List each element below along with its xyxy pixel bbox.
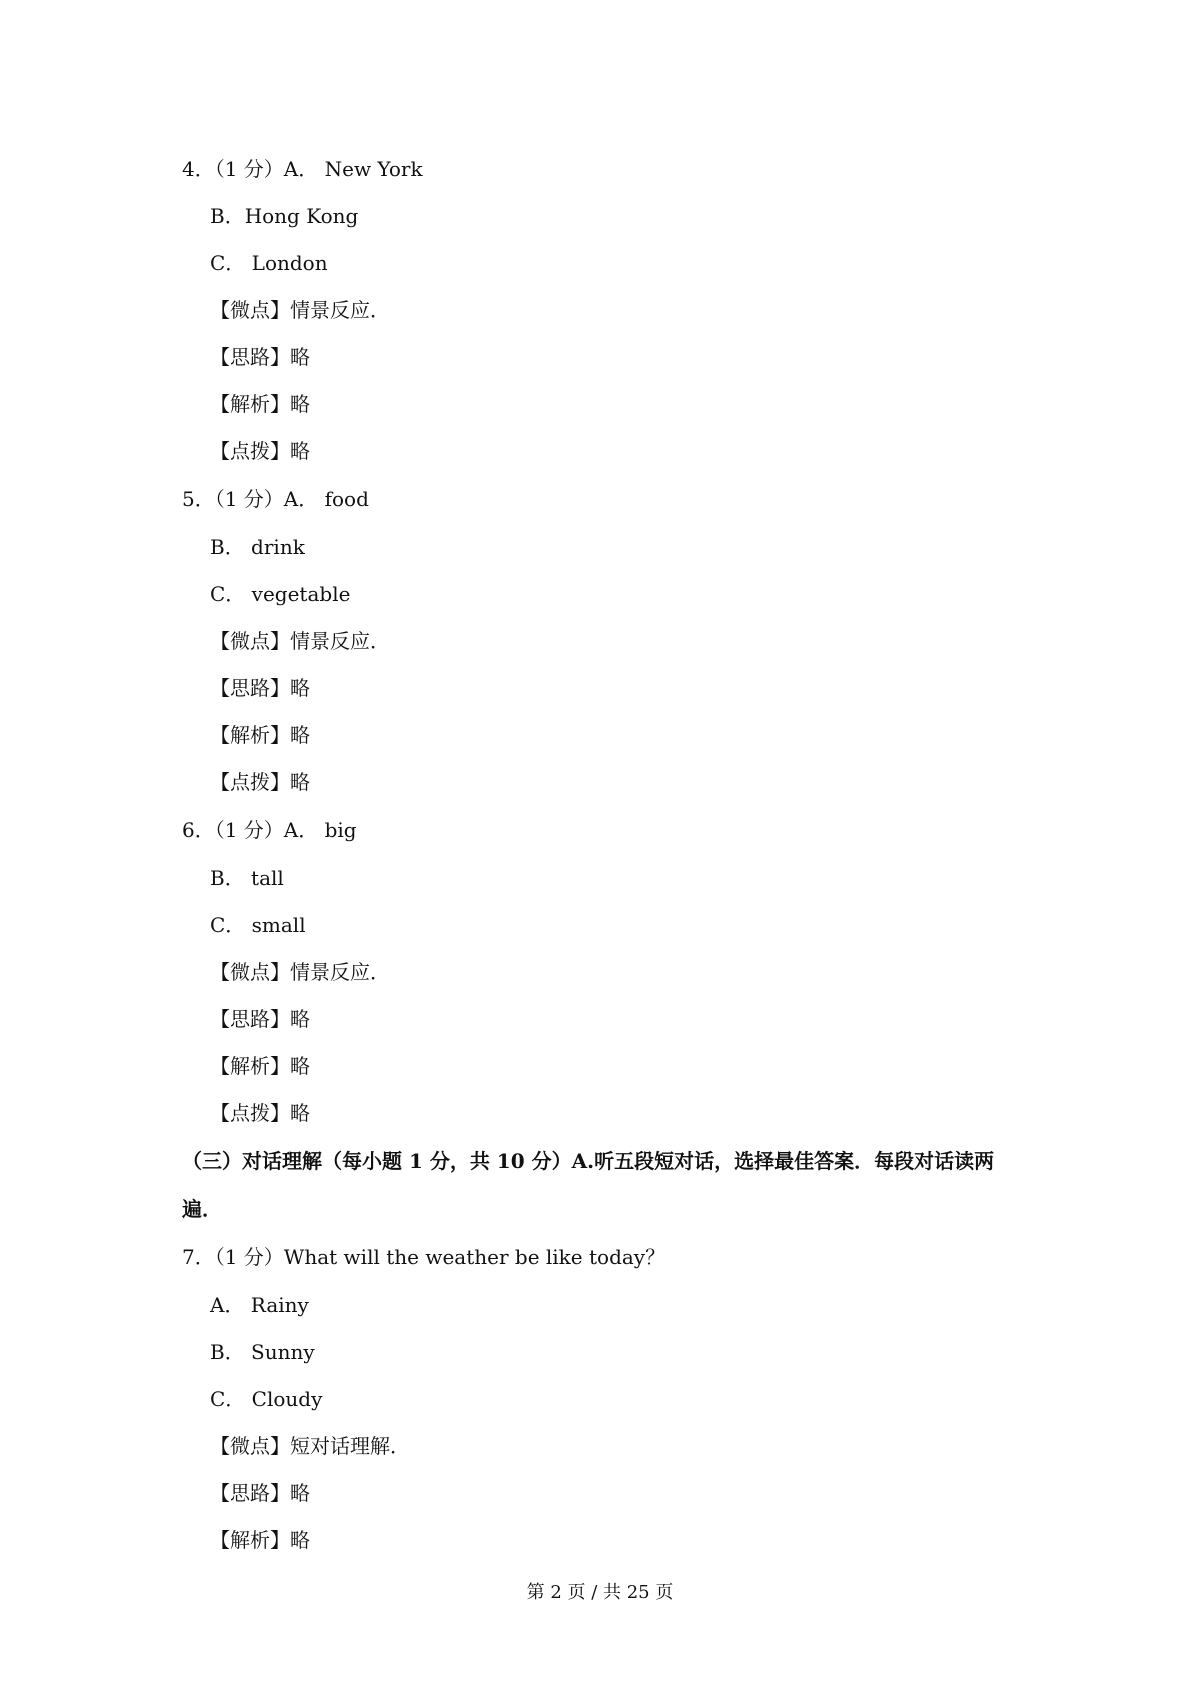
question-5-note-silu: 【思路】略	[210, 676, 310, 700]
question-7-option-c: C． Cloudy	[210, 1387, 323, 1411]
question-5-note-dianbo: 【点拨】略	[210, 770, 310, 794]
question-6-option-c: C． small	[210, 913, 306, 937]
question-4-note-silu: 【思路】略	[210, 345, 310, 369]
question-7-option-a: A． Rainy	[210, 1293, 309, 1317]
question-4-note-weidian: 【微点】情景反应．	[210, 298, 390, 322]
page-footer: 第 2 页 / 共 25 页	[526, 1582, 674, 1603]
question-7-note-weidian: 【微点】短对话理解．	[210, 1434, 410, 1458]
question-5-stem: 5．（1 分）A． food	[182, 487, 369, 511]
question-6-stem: 6．（1 分）A． big	[182, 818, 357, 842]
question-7-stem: 7．（1 分）What will the weather be like today？	[182, 1245, 666, 1269]
question-6-option-b: B． tall	[210, 866, 284, 890]
question-6-note-weidian: 【微点】情景反应．	[210, 960, 390, 984]
question-4-note-jiexi: 【解析】略	[210, 392, 310, 416]
question-6-note-dianbo: 【点拨】略	[210, 1101, 310, 1125]
question-7-note-jiexi: 【解析】略	[210, 1528, 310, 1552]
section-heading-line-2: 遍．	[182, 1197, 222, 1221]
question-5-note-jiexi: 【解析】略	[210, 723, 310, 747]
question-4-option-b: B．Hong Kong	[210, 204, 359, 228]
question-4-stem: 4．（1 分）A． New York	[182, 157, 423, 181]
section-heading-line-1: （三）对话理解（每小题 1 分，共 10 分）A.听五段短对话，选择最佳答案．每段对话读两	[182, 1149, 995, 1173]
question-5-option-c: C． vegetable	[210, 582, 351, 606]
question-5-note-weidian: 【微点】情景反应．	[210, 629, 390, 653]
question-7-option-b: B． Sunny	[210, 1340, 315, 1364]
question-4-option-c: C． London	[210, 251, 328, 275]
question-7-note-silu: 【思路】略	[210, 1481, 310, 1505]
question-6-note-jiexi: 【解析】略	[210, 1054, 310, 1078]
question-6-note-silu: 【思路】略	[210, 1007, 310, 1031]
question-4-note-dianbo: 【点拨】略	[210, 439, 310, 463]
question-5-option-b: B． drink	[210, 535, 305, 559]
